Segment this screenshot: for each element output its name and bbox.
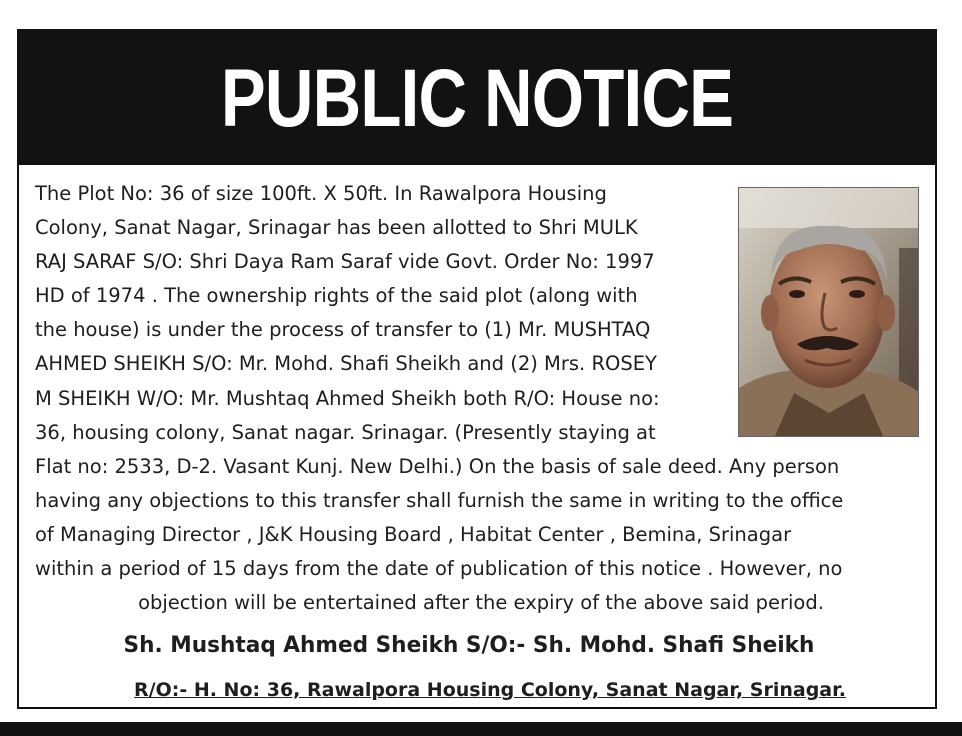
body-line: 36, housing colony, Sanat nagar. Srinagar. (Presently staying at [35, 420, 656, 444]
notice-header [19, 31, 935, 165]
bottom-bar [0, 722, 962, 736]
body-line: within a period of 15 days from the date of publication of this notice . However, no [35, 557, 843, 581]
body-line: HD of 1974 . The ownership rights of the said plot (along with [35, 284, 638, 308]
body-line: objection will be entertained after the expiry of the above said period. [138, 591, 824, 615]
notice-body [35, 177, 927, 620]
body-line: Colony, Sanat Nagar, Srinagar has been allotted to Shri MULK [35, 216, 638, 240]
body-line: The Plot No: 36 of size 100ft. X 50ft. In Rawalpora Housing [35, 182, 607, 205]
body-line: the house) is under the process of transfer to (1) Mr. MUSHTAQ [35, 318, 651, 342]
body-line: having any objections to this transfer shall furnish the same in writing to the office [35, 488, 844, 512]
address-line: R/O:- H. No: 36, Rawalpora Housing Colony, Sanat Nagar, Srinagar. [134, 679, 846, 701]
signature-line: Sh. Mushtaq Ahmed Sheikh S/O:- Sh. Mohd. Shafi Sheikh [123, 633, 815, 658]
body-line: M SHEIKH W/O: Mr. Mushtaq Ahmed Sheikh both R/O: House no: [35, 386, 660, 410]
notice-title: PUBLIC NOTICE [220, 53, 734, 144]
body-line: Flat no: 2533, D-2. Vasant Kunj. New Delhi.) On the basis of sale deed. Any person [35, 454, 840, 478]
public-notice [17, 29, 937, 709]
body-line: of Managing Director , J&K Housing Board , Habitat Center , Bemina, Srinagar [35, 522, 792, 546]
body-line: AHMED SHEIKH S/O: Mr. Mohd. Shafi Sheikh and (2) Mrs. ROSEY [35, 352, 657, 376]
body-line: RAJ SARAF S/O: Shri Daya Ram Saraf vide Govt. Order No: 1997 [35, 250, 655, 274]
